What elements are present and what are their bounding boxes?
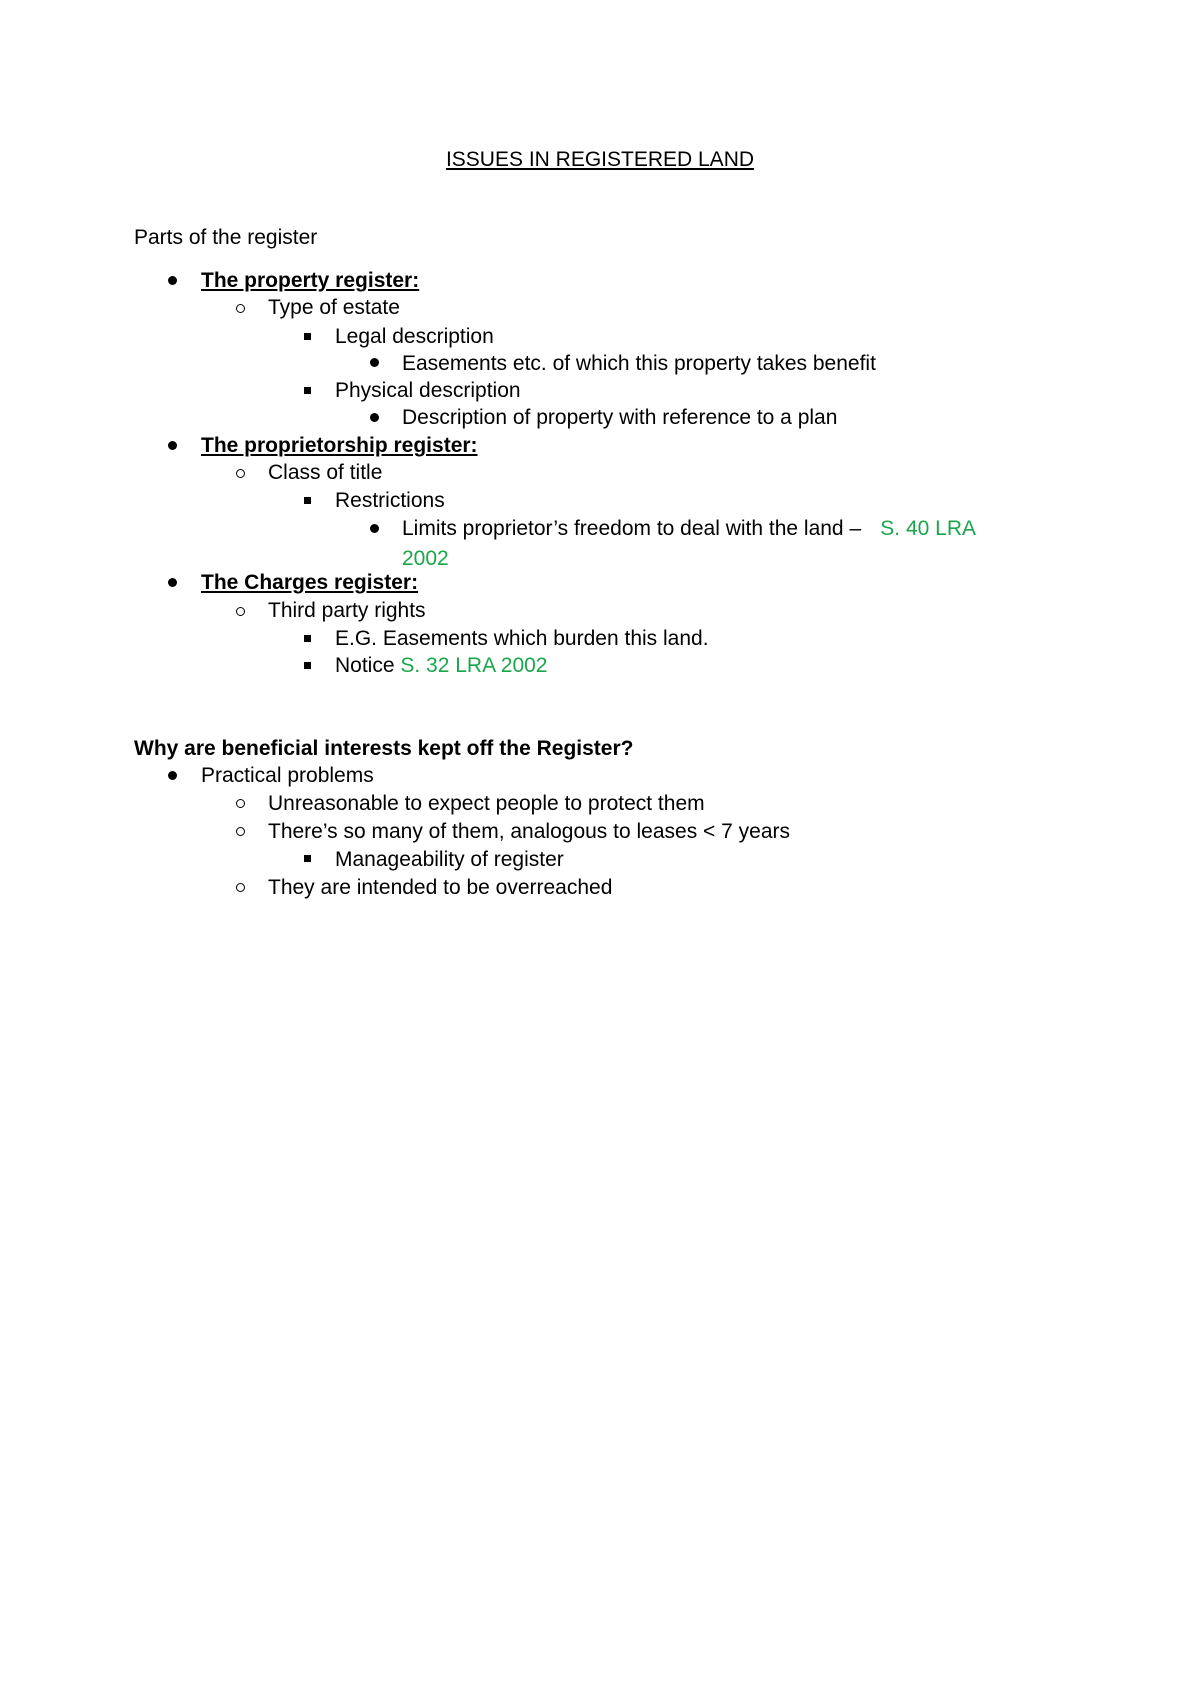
bullet-circle-icon [236, 827, 245, 836]
list-item-restrictions: Restrictions [335, 489, 445, 512]
bullet-square-icon [304, 333, 311, 340]
bullet-circle-icon [236, 799, 245, 808]
bullet-square-icon [304, 662, 311, 669]
list-item-charges-register [201, 568, 418, 598]
list-item-unreasonable: Unreasonable to expect people to protect them [268, 792, 705, 815]
list-item-so-many: There’s so many of them, analogous to leases < 7 years [268, 820, 790, 843]
bullet-square-icon [304, 387, 311, 394]
list-item-easements-benefit: Easements etc. of which this property takes benefit [402, 352, 876, 375]
list-item-manageability: Manageability of register [335, 848, 564, 871]
bullet-square-icon [304, 635, 311, 642]
bullet-square-icon [304, 855, 311, 862]
list-item-legal-description: Legal description [335, 325, 494, 348]
list-item-practical-problems: Practical problems [201, 764, 374, 787]
list-item-class-of-title: Class of title [268, 461, 383, 484]
property-register-label: The property register: [201, 269, 420, 292]
statute-reference: S. 32 LRA 2002 [400, 654, 548, 677]
bullet-circle-icon [236, 883, 245, 892]
charges-register-label: The Charges register: [201, 571, 419, 594]
list-item-eg-easements: E.G. Easements which burden this land. [335, 627, 709, 650]
list-item-overreached: They are intended to be overreached [268, 876, 613, 899]
bullet-dot-icon [168, 771, 177, 780]
statute-reference: S. 40 LRA [880, 517, 976, 540]
list-item-third-party: Third party rights [268, 599, 426, 622]
bullet-circle-icon [236, 469, 245, 478]
bullet-circle-icon [236, 607, 245, 616]
bullet-circle-icon [236, 304, 245, 313]
bullet-dot-icon [168, 578, 177, 587]
list-item-type-of-estate: Type of estate [268, 296, 400, 319]
list-item-proprietorship-register [201, 431, 478, 461]
statute-reference-year: 2002 [402, 547, 449, 570]
bullet-dot-icon [370, 524, 379, 533]
bullet-dot-icon [168, 441, 177, 450]
bullet-dot-icon [168, 276, 177, 285]
bullet-square-icon [304, 497, 311, 504]
list-item-notice: Notice S. 32 LRA 2002 [335, 654, 548, 677]
list-item-limits-freedom: Limits proprietor’s freedom to deal with the land – S. 40 LRA 2002 [402, 514, 976, 574]
section-heading-parts [134, 223, 317, 253]
bullet-dot-icon [370, 358, 379, 367]
section-heading-beneficial: Why are beneficial interests kept off the Register? [134, 737, 634, 760]
proprietorship-register-label: The proprietorship register: [201, 434, 478, 457]
document-title: ISSUES IN REGISTERED LAND [445, 148, 755, 171]
bullet-dot-icon [370, 413, 379, 422]
section-heading-text: Parts of the register [134, 226, 318, 249]
list-item-property-register [201, 266, 419, 296]
list-item-physical-description: Physical description [335, 379, 521, 402]
list-item-plan-description: Description of property with reference to a plan [402, 406, 838, 429]
